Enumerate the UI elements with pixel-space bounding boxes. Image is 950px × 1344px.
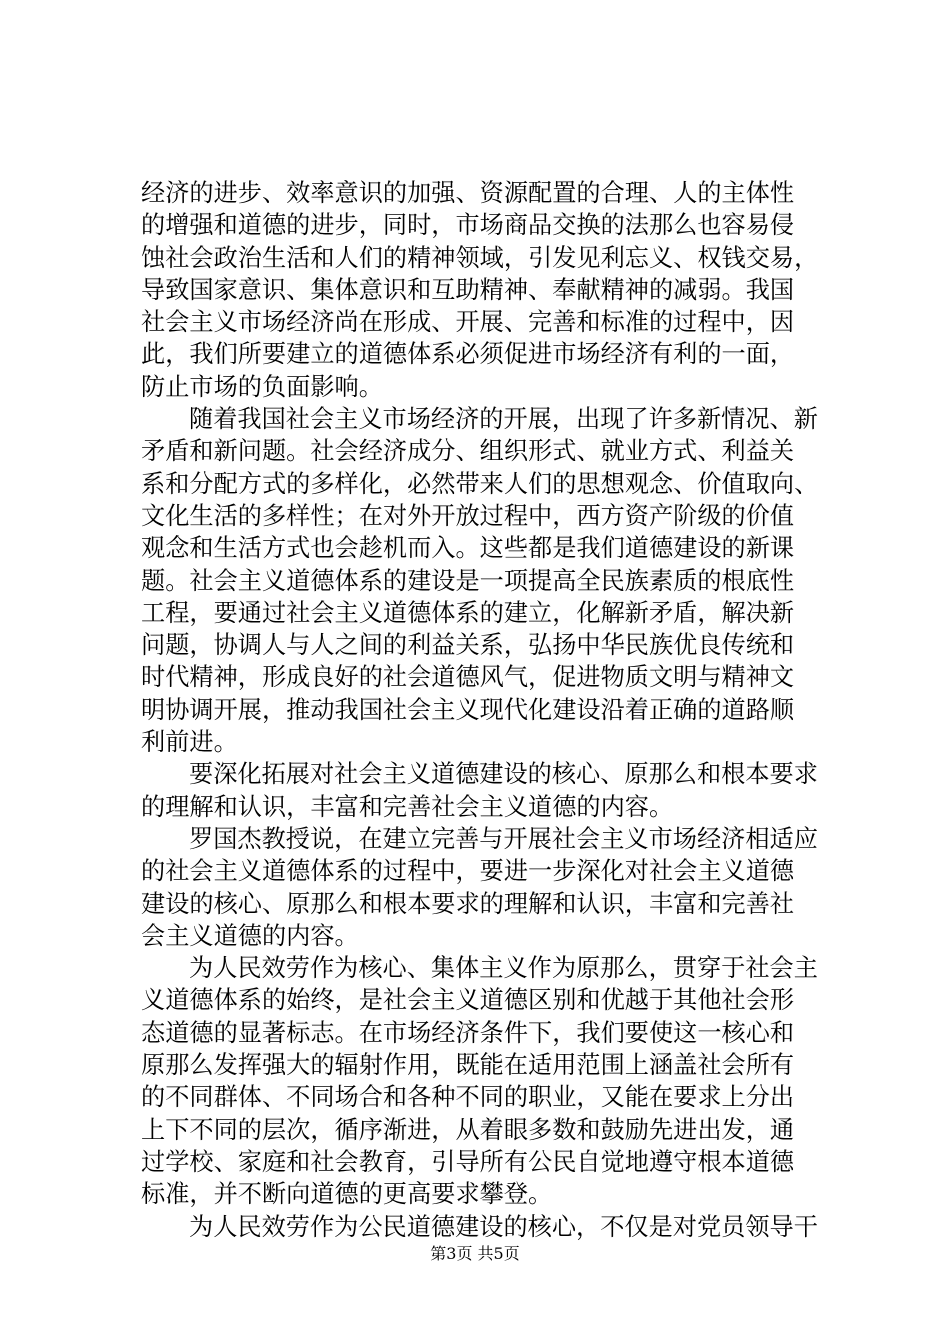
text-line: 文化生活的多样性；在对外开放过程中，西方资产阶级的价值 xyxy=(141,501,795,530)
text-line: 随着我国社会主义市场经济的开展，出现了许多新情况、新 xyxy=(189,405,818,434)
paragraph xyxy=(141,952,831,1210)
paragraph xyxy=(141,823,831,952)
paragraph xyxy=(141,403,831,758)
text-line: 义道德体系的始终，是社会主义道德区别和优越于其他社会形 xyxy=(141,986,795,1015)
text-line: 时代精神，形成良好的社会道德风气，促进物质文明与精神文 xyxy=(141,663,795,692)
text-line: 上下不同的层次，循序渐进，从着眼多数和鼓励先进出发，通 xyxy=(141,1115,795,1144)
paragraph xyxy=(141,1211,831,1243)
text-line: 工程，要通过社会主义道德体系的建立，化解新矛盾，解决新 xyxy=(141,598,795,627)
document-body xyxy=(141,177,831,1243)
text-line: 会主义道德的内容。 xyxy=(141,921,359,950)
paragraph xyxy=(141,177,831,403)
text-line: 导致国家意识、集体意识和互助精神、奉献精神的减弱。我国 xyxy=(141,275,795,304)
text-line: 的理解和认识，丰富和完善社会主义道德的内容。 xyxy=(141,792,674,821)
text-line: 蚀社会政治生活和人们的精神领域，引发见利忘义、权钱交易， xyxy=(141,243,819,272)
text-line: 的社会主义道德体系的过程中，要进一步深化对社会主义道德 xyxy=(141,857,795,886)
text-line: 的不同群体、不同场合和各种不同的职业，又能在要求上分出 xyxy=(141,1083,795,1112)
text-line: 社会主义市场经济尚在形成、开展、完善和标准的过程中，因 xyxy=(141,308,795,337)
text-line: 矛盾和新问题。社会经济成分、组织形式、就业方式、利益关 xyxy=(141,437,795,466)
paragraph xyxy=(141,758,831,823)
page-footer xyxy=(0,1244,950,1264)
text-line: 为人民效劳作为公民道德建设的核心，不仅是对党员领导干 xyxy=(189,1212,818,1241)
text-line: 要深化拓展对社会主义道德建设的核心、原那么和根本要求 xyxy=(189,760,818,789)
text-line: 观念和生活方式也会趁机而入。这些都是我们道德建设的新课 xyxy=(141,534,795,563)
text-line: 为人民效劳作为核心、集体主义作为原那么，贯穿于社会主 xyxy=(189,954,818,983)
page-number-label: 第3页 共5页 xyxy=(430,1244,520,1263)
text-line: 的增强和道德的进步，同时，市场商品交换的法那么也容易侵 xyxy=(141,211,795,240)
text-line: 利前进。 xyxy=(141,728,238,757)
text-line: 态道德的显著标志。在市场经济条件下，我们要使这一核心和 xyxy=(141,1018,795,1047)
text-line: 建设的核心、原那么和根本要求的理解和认识，丰富和完善社 xyxy=(141,889,795,918)
text-line: 标准，并不断向道德的更高要求攀登。 xyxy=(141,1180,553,1209)
text-line: 经济的进步、效率意识的加强、资源配置的合理、人的主体性 xyxy=(141,179,795,207)
text-line: 罗国杰教授说，在建立完善与开展社会主义市场经济相适应 xyxy=(189,824,818,853)
text-line: 问题，协调人与人之间的利益关系，弘扬中华民族优良传统和 xyxy=(141,631,795,660)
text-line: 过学校、家庭和社会教育，引导所有公民自觉地遵守根本道德 xyxy=(141,1147,795,1176)
text-line: 防止市场的负面影响。 xyxy=(141,372,383,401)
text-line: 明协调开展，推动我国社会主义现代化建设沿着正确的道路顺 xyxy=(141,695,795,724)
text-line: 原那么发挥强大的辐射作用，既能在适用范围上涵盖社会所有 xyxy=(141,1051,795,1080)
text-line: 题。社会主义道德体系的建设是一项提高全民族素质的根底性 xyxy=(141,566,795,595)
text-line: 系和分配方式的多样化，必然带来人们的思想观念、价值取向、 xyxy=(141,469,819,498)
text-line: 此，我们所要建立的道德体系必须促进市场经济有利的一面， xyxy=(141,340,795,369)
